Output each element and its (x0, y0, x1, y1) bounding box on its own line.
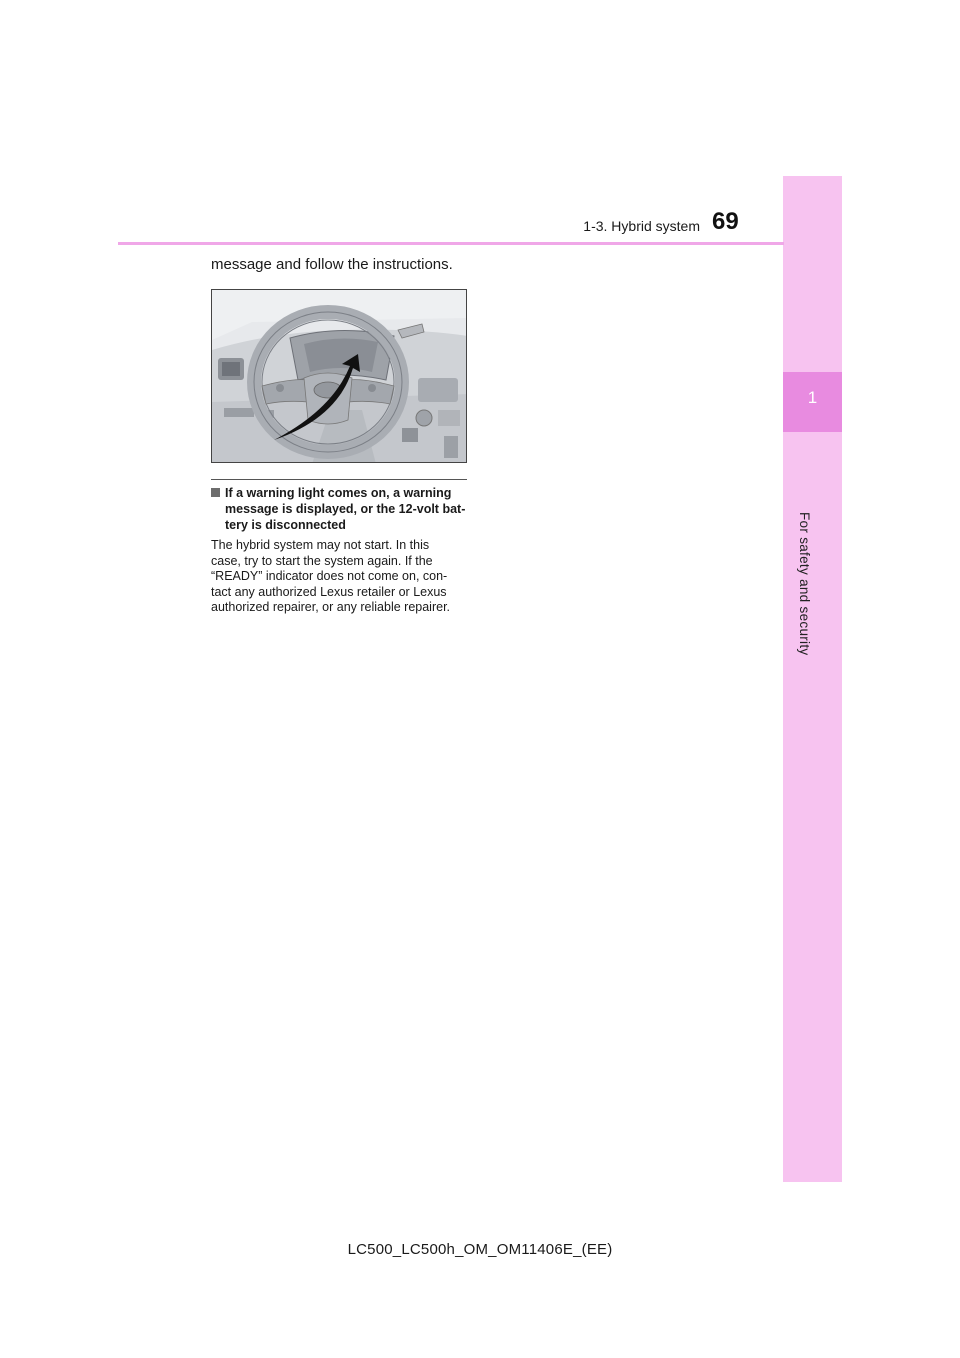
body-line: The hybrid system may not start. In this (211, 538, 430, 552)
subsection-heading-line: If a warning light comes on, a warning (225, 486, 452, 500)
body-line: tact any authorized Lexus retailer or Lexus (211, 584, 447, 599)
subsection-body (211, 538, 473, 616)
square-bullet-icon (211, 488, 220, 497)
chapter-side-tab (783, 176, 842, 1182)
intro-text: message and follow the instructions. (211, 256, 453, 273)
body-line: case, try to start the system again. If the (211, 553, 433, 568)
header-rule (118, 242, 784, 245)
footer-document-code: LC500_LC500h_OM_OM11406E_(EE) (347, 1241, 613, 1258)
chapter-number: 1 (807, 388, 818, 407)
body-line: “READY” indicator does not come on, con- (211, 569, 448, 584)
subsection-divider (211, 479, 467, 480)
steering-wheel-illustration (212, 290, 467, 463)
steering-wheel-figure (211, 289, 467, 463)
body-line: authorized repairer, or any reliable repairer. (211, 600, 451, 615)
subsection-heading-line: tery is disconnected (225, 518, 346, 532)
section-title: 1-3. Hybrid system (583, 218, 700, 234)
subsection-heading (211, 485, 471, 533)
page-number: 69 (712, 208, 739, 235)
subsection-heading-line: message is displayed, or the 12-volt bat- (225, 502, 466, 516)
chapter-title: For safety and security (797, 512, 812, 656)
